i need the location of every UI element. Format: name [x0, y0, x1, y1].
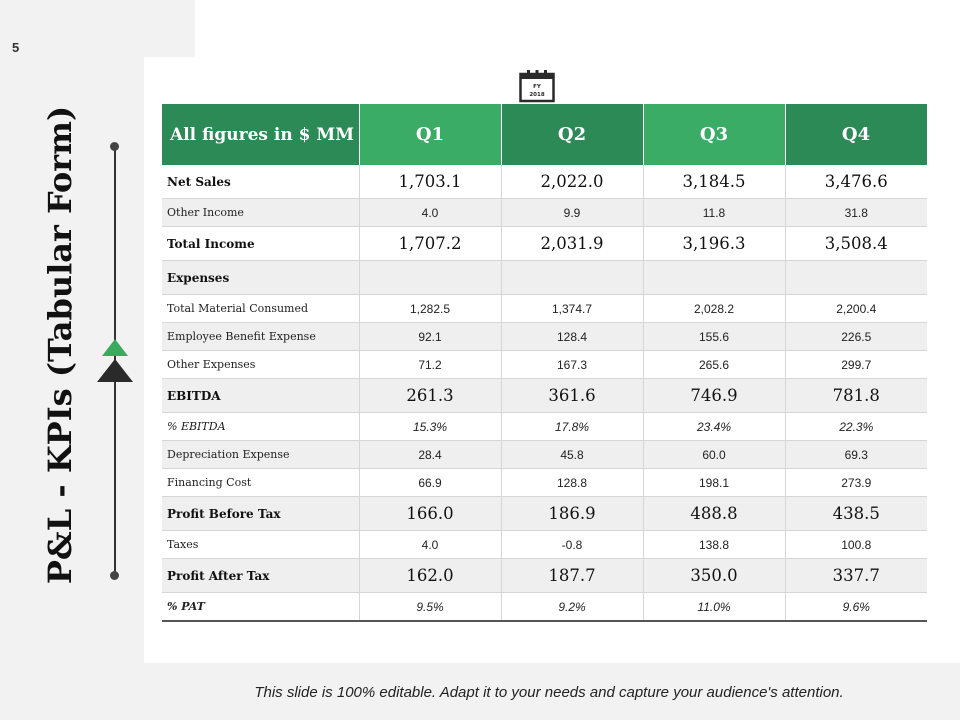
cell-value: 337.7 — [785, 559, 927, 593]
top-white-panel — [195, 0, 960, 57]
table-row — [162, 441, 927, 469]
footer-note: This slide is 100% editable. Adapt it to your needs and capture your audience's attention. — [254, 684, 844, 701]
cell-value: 3,476.6 — [785, 165, 927, 199]
table-row — [162, 497, 927, 531]
cell-value: 9.2% — [501, 593, 643, 622]
cell-value: 45.8 — [501, 441, 643, 469]
cell-value: 31.8 — [785, 199, 927, 227]
cell-value: 138.8 — [643, 531, 785, 559]
cell-value: 1,374.7 — [501, 295, 643, 323]
cell-value — [785, 261, 927, 295]
row-label: % EBITDA — [162, 413, 359, 441]
cell-value: 155.6 — [643, 323, 785, 351]
cell-value: 3,196.3 — [643, 227, 785, 261]
row-label: Profit After Tax — [162, 559, 359, 593]
table-row — [162, 531, 927, 559]
row-label: Financing Cost — [162, 469, 359, 497]
cell-value: 187.7 — [501, 559, 643, 593]
cell-value: 1,282.5 — [359, 295, 501, 323]
calendar-label-fy: FY — [533, 84, 541, 90]
cell-value — [643, 261, 785, 295]
calendar-label-year: 2018 — [529, 92, 545, 98]
cell-value: 299.7 — [785, 351, 927, 379]
cell-value: 23.4% — [643, 413, 785, 441]
cell-value: 273.9 — [785, 469, 927, 497]
row-label: Taxes — [162, 531, 359, 559]
cell-value: 2,031.9 — [501, 227, 643, 261]
cell-value: 9.9 — [501, 199, 643, 227]
table-row — [162, 413, 927, 441]
row-label: Net Sales — [162, 165, 359, 199]
row-label: % PAT — [162, 593, 359, 622]
row-label: Employee Benefit Expense — [162, 323, 359, 351]
cell-value: 4.0 — [359, 199, 501, 227]
cell-value: 186.9 — [501, 497, 643, 531]
table-row — [162, 199, 927, 227]
table-row — [162, 559, 927, 593]
table-row — [162, 593, 927, 622]
cell-value: 3,184.5 — [643, 165, 785, 199]
cell-value: 438.5 — [785, 497, 927, 531]
header-q2: Q2 — [501, 104, 643, 165]
cell-value: 1,703.1 — [359, 165, 501, 199]
cell-value: 11.0% — [643, 593, 785, 622]
cell-value — [501, 261, 643, 295]
cell-value: 2,200.4 — [785, 295, 927, 323]
cell-value: 17.8% — [501, 413, 643, 441]
header-q3: Q3 — [643, 104, 785, 165]
cell-value: 71.2 — [359, 351, 501, 379]
cell-value: 9.6% — [785, 593, 927, 622]
header-q4: Q4 — [785, 104, 927, 165]
cell-value: 261.3 — [359, 379, 501, 413]
cell-value: 488.8 — [643, 497, 785, 531]
cell-value: 28.4 — [359, 441, 501, 469]
cell-value: -0.8 — [501, 531, 643, 559]
table-row — [162, 295, 927, 323]
slide-title: P&L - KPIs (Tabular Form) — [41, 105, 79, 585]
row-label: Total Material Consumed — [162, 295, 359, 323]
row-label: Expenses — [162, 261, 359, 295]
cell-value: 265.6 — [643, 351, 785, 379]
cell-value: 1,707.2 — [359, 227, 501, 261]
cell-value: 69.3 — [785, 441, 927, 469]
table-row — [162, 261, 927, 295]
pl-kpi-table — [162, 104, 928, 622]
cell-value: 9.5% — [359, 593, 501, 622]
table-row — [162, 379, 927, 413]
cell-value: 128.8 — [501, 469, 643, 497]
row-label: Other Expenses — [162, 351, 359, 379]
cell-value: 162.0 — [359, 559, 501, 593]
row-label: Other Income — [162, 199, 359, 227]
row-label: Profit Before Tax — [162, 497, 359, 531]
calendar-icon — [519, 69, 555, 103]
cell-value: 226.5 — [785, 323, 927, 351]
line-bottom-dot — [110, 571, 119, 580]
cell-value: 15.3% — [359, 413, 501, 441]
cell-value: 166.0 — [359, 497, 501, 531]
table-row — [162, 469, 927, 497]
cell-value: 11.8 — [643, 199, 785, 227]
slide-number: 5 — [12, 40, 20, 55]
cell-value: 167.3 — [501, 351, 643, 379]
cell-value: 361.6 — [501, 379, 643, 413]
header-q1: Q1 — [359, 104, 501, 165]
cell-value: 2,028.2 — [643, 295, 785, 323]
header-figures-label: All figures in $ MM — [162, 104, 359, 165]
cell-value: 128.4 — [501, 323, 643, 351]
cell-value: 100.8 — [785, 531, 927, 559]
cell-value: 92.1 — [359, 323, 501, 351]
table-header-row — [162, 104, 927, 165]
row-label: Total Income — [162, 227, 359, 261]
cell-value: 350.0 — [643, 559, 785, 593]
cell-value: 3,508.4 — [785, 227, 927, 261]
dark-triangle-icon — [97, 359, 133, 382]
row-label: Depreciation Expense — [162, 441, 359, 469]
table-row — [162, 351, 927, 379]
line-top-dot — [110, 142, 119, 151]
table-row — [162, 165, 927, 199]
cell-value: 66.9 — [359, 469, 501, 497]
cell-value — [359, 261, 501, 295]
cell-value: 22.3% — [785, 413, 927, 441]
table-row — [162, 323, 927, 351]
cell-value: 4.0 — [359, 531, 501, 559]
cell-value: 781.8 — [785, 379, 927, 413]
row-label: EBITDA — [162, 379, 359, 413]
cell-value: 2,022.0 — [501, 165, 643, 199]
table-row — [162, 227, 927, 261]
cell-value: 746.9 — [643, 379, 785, 413]
cell-value: 198.1 — [643, 469, 785, 497]
green-triangle-icon — [102, 339, 128, 356]
cell-value: 60.0 — [643, 441, 785, 469]
